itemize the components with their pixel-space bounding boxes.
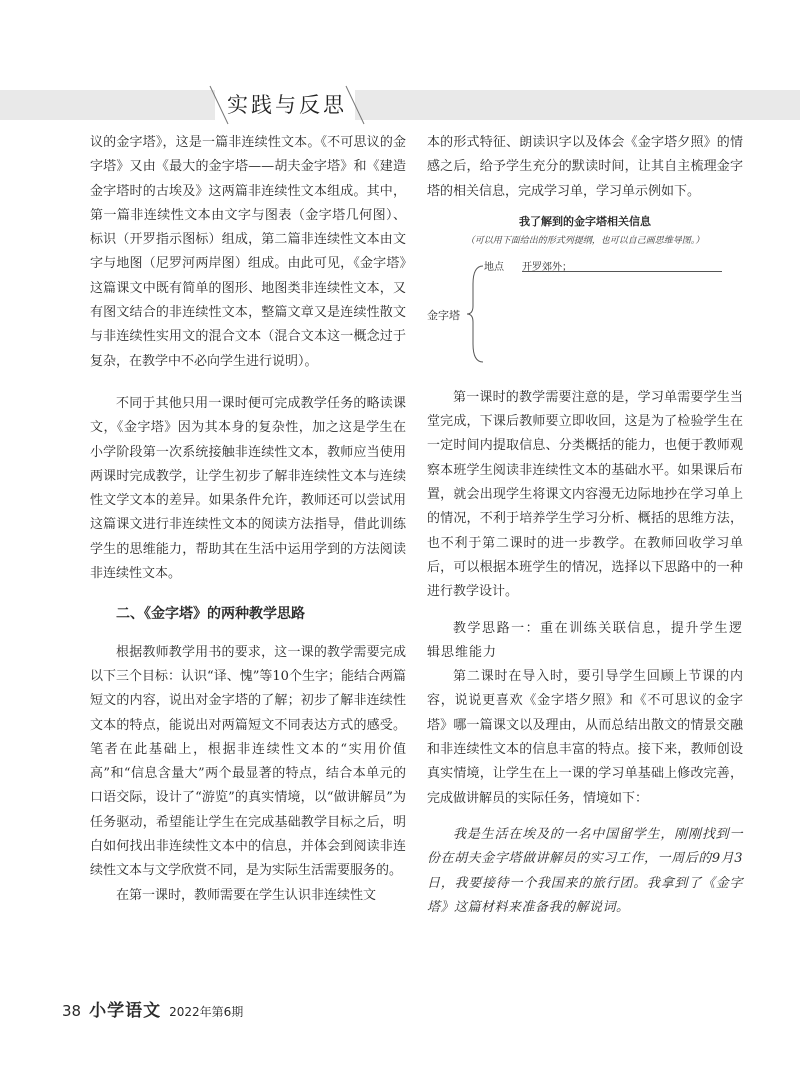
- mindmap-branch-value: 开罗郊外；: [522, 261, 572, 273]
- left-paragraph-2: 不同于其他只用一课时便可完成教学任务的略读课文，《金字塔》因为其本身的复杂性，加之这是学生在小学阶段第一次系统接触非连续性文本，教师应当使用两课时完成教学，让学生初步了解非连续性文本与连续性文学文本的差异。如果条件允许，教师还可以尝试用这篇课文进行非连续性文本的阅读方法指导，借此训练学生的思维能力，帮助其在生活中运用学到的方法阅读非连续性文本。: [90, 395, 406, 582]
- mindmap-branch-label: 地点: [484, 261, 504, 273]
- right-paragraph-3: 第二课时在导入时，要引导学生回顾上节课的内容，说说更喜欢《金字塔夕照》和《不可思议的金字塔》哪一篇课文以及理由，从而总结出散文的情景交融和非连续性文本的信息丰富的特点。接下来，教师创设真实情境，让学生在上一课的学习单基础上修改完善，完成做讲解员的实际任务，情境如下：: [427, 669, 743, 806]
- journal-name: 小学语文: [89, 1001, 162, 1021]
- mindmap-root: 金字塔: [427, 308, 460, 322]
- mindmap-branch-line: [522, 271, 722, 272]
- section-heading: 二、《金字塔》的两种教学思路: [116, 606, 305, 623]
- figure-note: （可以用下面给出的形式列提纲，也可以自己画思维导图。）: [465, 235, 705, 246]
- page-number: 38: [62, 1002, 82, 1020]
- worksheet-mindmap: [427, 254, 743, 374]
- figure-title: 我了解到的金字塔相关信息: [519, 214, 651, 228]
- left-paragraph-4: 在第一课时，教师需要在学生认识非连续性文: [116, 887, 377, 903]
- section-header-bar: [0, 84, 800, 126]
- right-paragraph-1: 本的形式特征、朗读识字以及体会《金字塔夕照》的情感之后，给予学生充分的默读时间，让其自主梳理金字塔的相关信息，完成学习单，学习单示例如下。: [427, 135, 743, 199]
- right-column: [427, 131, 743, 920]
- scenario-quote: 我是生活在埃及的一名中国留学生，刚刚找到一份在胡夫金字塔做讲解员的实习工作，一周后的9月3日，我要接待一个我国来的旅行团。我拿到了《金字塔》这篇材料来准备我的解说词。: [427, 826, 743, 915]
- left-column: [90, 131, 406, 908]
- header-slash-decoration: [0, 84, 800, 126]
- journal-issue: 2022年第6期: [169, 1005, 244, 1019]
- left-paragraph-3: 根据教师教学用书的要求，这一课的教学需要完成以下三个目标：认识“译、愧”等10个生字；能结合两篇短文的内容，说出对金字塔的了解；初步了解非连续性文本的特点，能说出对两篇短文不同表达方式的感受。笔者在此基础上，根据非连续性文本的“实用价值高”和“信息含量大”两个最显著的特点，结合本单元的口语交际，设计了“游览”的真实情境，以“做讲解员”为任务驱动，希望能让学生在完成基础教学目标之后，明白如何找出非连续性文本中的信息，并体会到阅读非连续性文本与文学欣赏不同，是为实际生活需要服务的。: [90, 644, 406, 879]
- page-footer: [62, 996, 243, 1020]
- right-paragraph-2: 第一课时的教学需要注意的是，学习单需要学生当堂完成，下课后教师要立即收回，这是为了检验学生在一定时间内提取信息、分类概括的能力，也便于教师观察本班学生阅读非连续性文本的基础水平。如果课后布置，就会出现学生将课文内容漫无边际地抄在学习单上的情况，不利于培养学生学习分析、概括的思维方法，也不利于第二课时的进一步教学。在教师回收学习单后，可以根据本班学生的情况，选择以下思路中的一种进行教学设计。: [427, 389, 743, 600]
- left-paragraph-1: 议的金字塔》，这是一篇非连续性文本。《不可思议的金字塔》又由《最大的金字塔——胡夫金字塔》和《建造金字塔时的古埃及》这两篇非连续性文本组成。其中，第一篇非连续性文本由文字与图表（金字塔几何图）、标识（开罗指示图标）组成，第二篇非连续性文本由文字与地图（尼罗河两岸图）组成。由此可见，《金字塔》这篇课文中既有简单的图形、地图类非连续性文本，又有图文结合的非连续性文本，整篇文章又是连续性散文与非连续性实用文的混合文本（混合文本这一概念过于复杂，在教学中不必向学生进行说明）。: [90, 135, 406, 369]
- section-title: 实践与反思: [227, 93, 347, 117]
- teaching-idea-heading: 教学思路一：重在训练关联信息，提升学生逻辑思维能力: [427, 620, 743, 660]
